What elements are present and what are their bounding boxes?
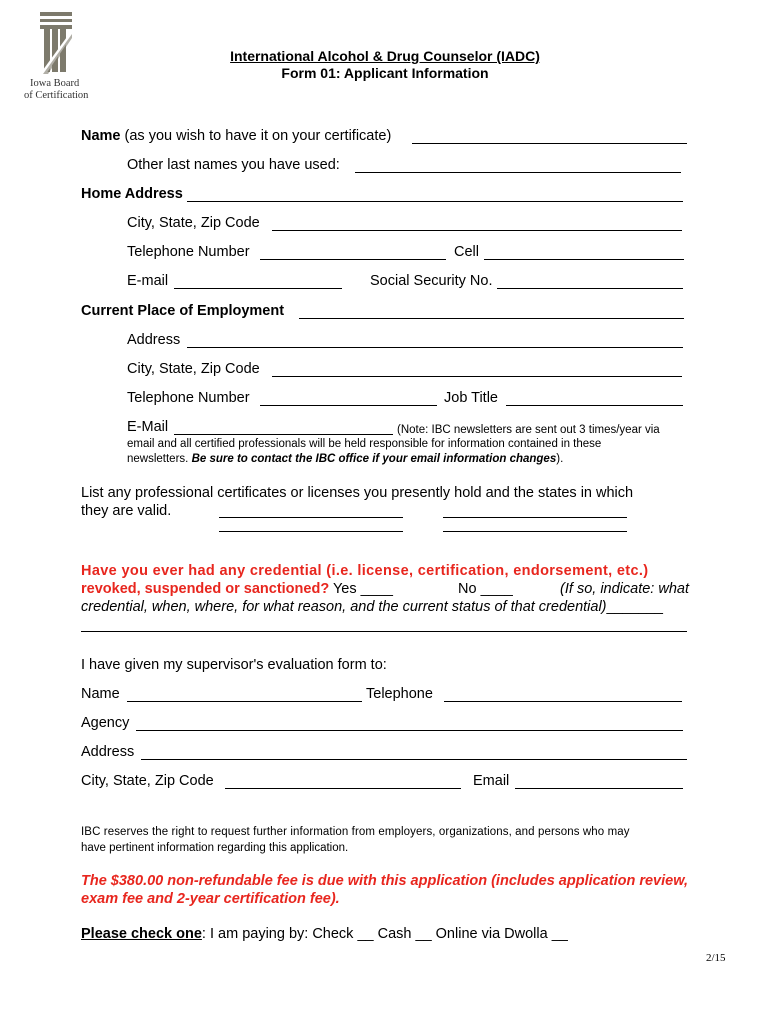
form-title: International Alcohol & Drug Counselor (IADC) xyxy=(230,48,540,64)
supervisor-city-field[interactable] xyxy=(225,788,461,789)
credential-indicate: (If so, indicate: what xyxy=(560,581,689,597)
newsletter-note-line3: newsletters. Be sure to contact the IBC office if your email information changes). xyxy=(127,453,564,465)
job-title-field[interactable] xyxy=(506,405,683,406)
employment-telephone-label: Telephone Number xyxy=(127,390,250,406)
certificate-field-1[interactable] xyxy=(219,517,403,518)
employment-field[interactable] xyxy=(299,318,684,319)
name-label-row: Name (as you wish to have it on your certificate) xyxy=(81,128,392,144)
supervisor-city-label: City, State, Zip Code xyxy=(81,773,214,789)
other-names-field[interactable] xyxy=(355,172,681,173)
home-email-label: E-mail xyxy=(127,273,169,289)
payment-options[interactable]: : I am paying by: Check __ Cash __ Online via Dwolla __ xyxy=(201,926,568,942)
employment-telephone-field[interactable] xyxy=(260,405,437,406)
supervisor-telephone-field[interactable] xyxy=(444,701,682,702)
home-city-field[interactable] xyxy=(272,230,682,231)
home-city-label: City, State, Zip Code xyxy=(127,215,260,231)
cell-label: Cell xyxy=(454,244,479,260)
credential-yes[interactable]: Yes ____ xyxy=(329,581,393,597)
employment-email-label: E-Mail xyxy=(127,419,169,435)
certificate-field-2[interactable] xyxy=(219,531,403,532)
certificate-state-field-1[interactable] xyxy=(443,517,627,518)
home-address-field[interactable] xyxy=(187,201,683,202)
newsletter-note-line2: email and all certified professionals will be held responsible for information contained in these xyxy=(127,438,602,450)
certificate-state-field-2[interactable] xyxy=(443,531,627,532)
page-number: 2/15 xyxy=(706,952,726,964)
supervisor-email-field[interactable] xyxy=(515,788,683,789)
supervisor-address-field[interactable] xyxy=(141,759,687,760)
ssn-label: Social Security No. xyxy=(370,273,493,289)
cell-field[interactable] xyxy=(484,259,684,260)
payment-row xyxy=(81,926,568,942)
job-title-label: Job Title xyxy=(444,390,498,406)
logo-text-line2: of Certification xyxy=(24,90,89,101)
employment-city-field[interactable] xyxy=(272,376,682,377)
credential-question-line3: credential, when, where, for what reason, and the current status of that credential)_______ xyxy=(81,599,663,615)
supervisor-address-label: Address xyxy=(81,744,135,760)
newsletter-note-line1: (Note: IBC newsletters are sent out 3 times/year via xyxy=(397,424,660,436)
supervisor-intro: I have given my supervisor's evaluation form to: xyxy=(81,657,387,673)
employment-heading: Current Place of Employment xyxy=(81,303,285,319)
logo-text-line1: Iowa Board xyxy=(30,78,80,89)
employment-city-label: City, State, Zip Code xyxy=(127,361,260,377)
employment-email-field[interactable] xyxy=(174,434,393,435)
supervisor-telephone-label: Telephone xyxy=(366,686,433,702)
fee-line2: exam fee and 2-year certification fee). xyxy=(81,891,340,907)
fee-line1: The $380.00 non-refundable fee is due with this application (includes application review, xyxy=(81,873,688,889)
supervisor-name-label: Name xyxy=(81,686,120,702)
credential-question-line2: revoked, suspended or sanctioned? Yes ____ No ____ (If so, indicate: what xyxy=(81,581,689,597)
supervisor-agency-label: Agency xyxy=(81,715,130,731)
credential-explanation-field[interactable] xyxy=(81,631,687,632)
other-names-label: Other last names you have used: xyxy=(127,157,340,173)
home-telephone-label: Telephone Number xyxy=(127,244,250,260)
payment-label: Please check one xyxy=(81,926,202,942)
reserves-line2: have pertinent information regarding this application. xyxy=(81,842,349,854)
home-address-label: Home Address xyxy=(81,186,183,202)
supervisor-email-label: Email xyxy=(473,773,510,789)
employment-address-label: Address xyxy=(127,332,181,348)
reserves-line1: IBC reserves the right to request further information from employers, organizations, and persons who may xyxy=(81,826,630,838)
employment-address-field[interactable] xyxy=(187,347,683,348)
supervisor-name-field[interactable] xyxy=(127,701,362,702)
certificates-line1: List any professional certificates or licenses you presently hold and the states in which xyxy=(81,485,634,501)
ssn-field[interactable] xyxy=(497,288,683,289)
name-field[interactable] xyxy=(412,143,687,144)
form-subtitle: Form 01: Applicant Information xyxy=(281,65,489,81)
home-telephone-field[interactable] xyxy=(260,259,446,260)
credential-no[interactable]: No ____ xyxy=(458,581,513,597)
supervisor-agency-field[interactable] xyxy=(136,730,683,731)
certificates-line2: they are valid. xyxy=(81,503,172,519)
home-email-field[interactable] xyxy=(174,288,342,289)
credential-question-line1: Have you ever had any credential (i.e. license, certification, endorsement, etc.) xyxy=(81,563,649,579)
